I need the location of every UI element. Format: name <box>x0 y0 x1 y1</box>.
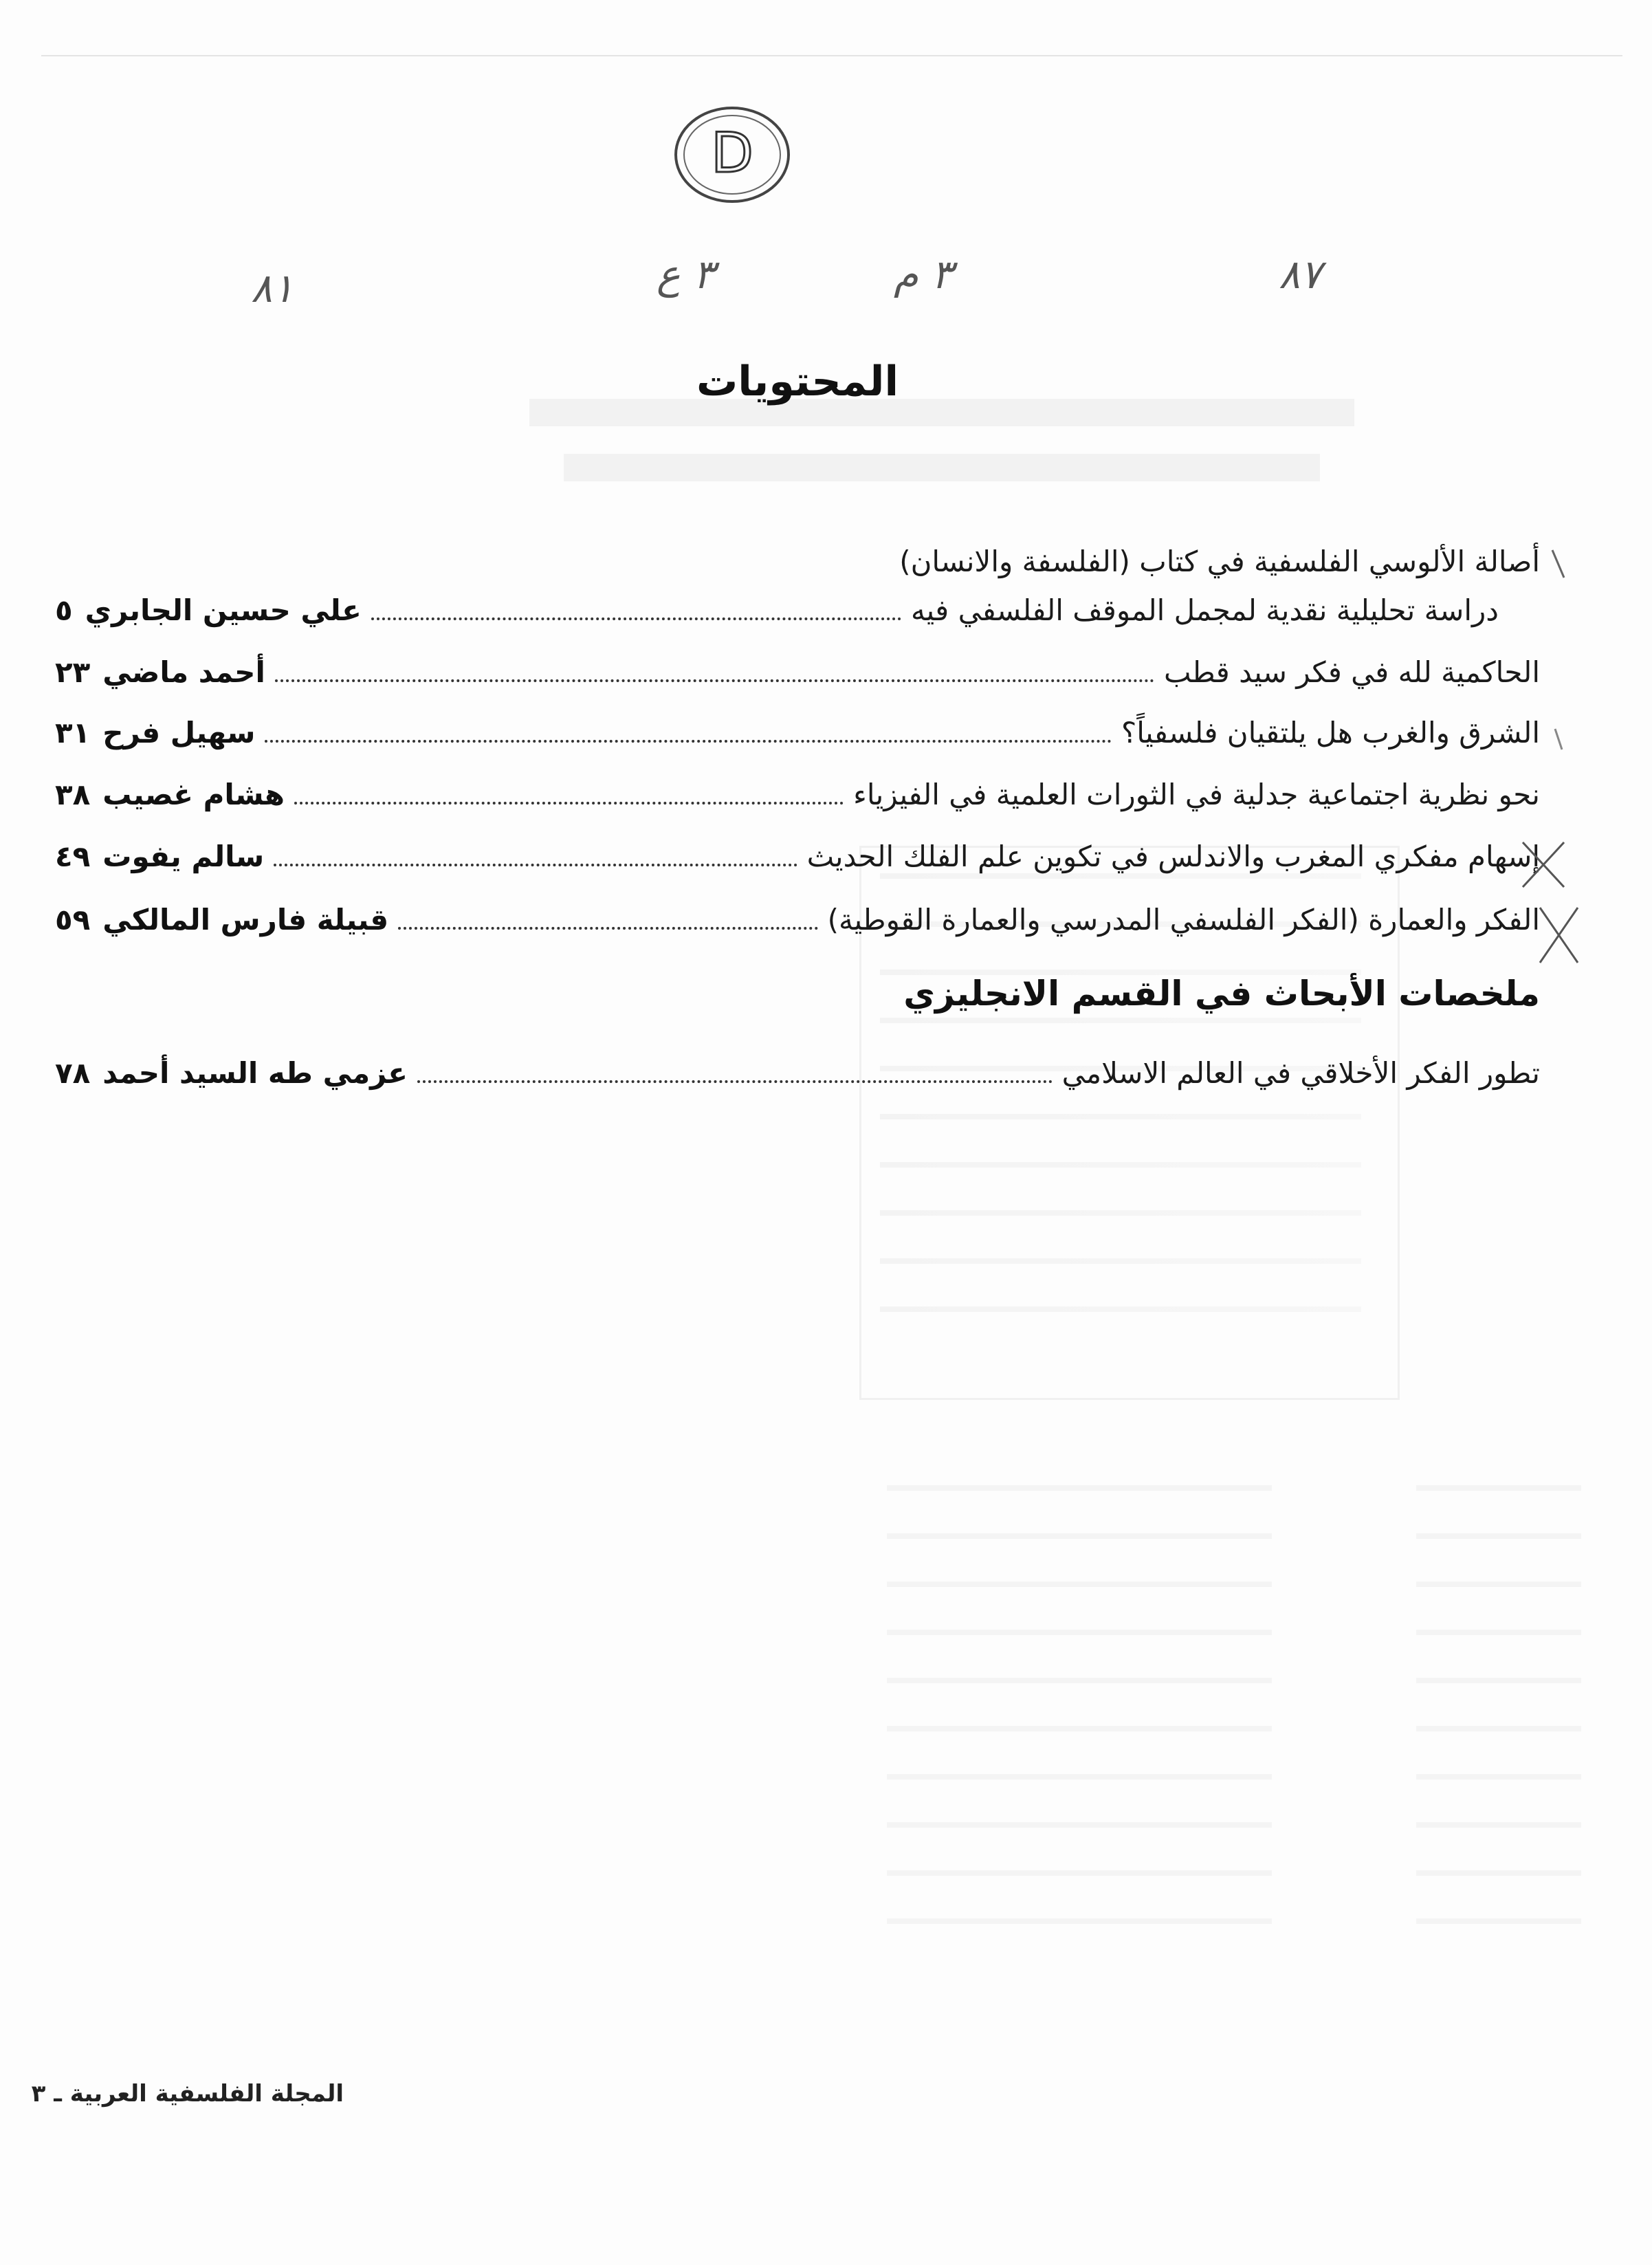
dot-leader <box>371 593 901 620</box>
page-title: المحتويات <box>696 358 899 406</box>
bleed-through-lines <box>880 873 1361 1355</box>
toc-entry-title: الفكر والعمارة (الفكر الفلسفي المدرسي والعمارة القوطية) <box>827 903 1540 937</box>
toc-entry[interactable] <box>55 715 1540 756</box>
pencil-tick-icon <box>1555 729 1562 749</box>
toc-entry-title: دراسة تحليلية نقدية لمجمل الموقف الفلسفي فيه <box>910 593 1499 627</box>
toc-entry-page: ٢٣ <box>55 655 91 689</box>
toc-entry-author: سهيل فرح <box>102 716 256 749</box>
toc-entry-page: ٣١ <box>55 716 91 749</box>
pencil-tick-icon <box>1552 550 1564 578</box>
toc-entry[interactable] <box>55 902 1540 943</box>
toc-entry-title: نحو نظرية اجتماعية جدلية في الثورات العلمية في الفيزياء <box>853 778 1540 811</box>
handwritten-note: ٨١ <box>251 265 294 311</box>
toc-entry[interactable] <box>55 655 1540 696</box>
dot-leader <box>398 902 817 930</box>
bleed-through-shadow <box>564 454 1320 481</box>
toc-entry[interactable] <box>55 777 1540 818</box>
dot-leader <box>274 839 797 866</box>
toc-entry-title: الشرق والغرب هل يلتقيان فلسفياً؟ <box>1121 716 1540 749</box>
toc-entry-title: إسهام مفكري المغرب والاندلس في تكوين علم الفلك الحديث <box>806 840 1540 873</box>
section-heading: ملخصات الأبحاث في القسم الانجليزي <box>903 974 1540 1014</box>
handwritten-note: ٣ ع <box>657 251 715 298</box>
toc-entry-author: قبيلة فارس المالكي <box>102 903 389 937</box>
toc-entry-author: سالم يفوت <box>102 840 265 873</box>
dot-leader <box>417 1055 1053 1083</box>
toc-entry-author: هشام غصيب <box>102 778 285 811</box>
dot-leader <box>294 777 844 805</box>
toc-entry[interactable] <box>55 839 1540 880</box>
toc-entry-author: أحمد ماضي <box>102 655 265 689</box>
toc-entry-page: ٥٩ <box>55 903 91 937</box>
toc-entry[interactable] <box>55 593 1540 634</box>
toc-entry-title: الحاكمية لله في فكر سيد قطب <box>1163 655 1540 689</box>
library-stamp-icon <box>670 103 794 206</box>
toc-entry-page: ٤٩ <box>55 840 91 873</box>
dot-leader <box>275 655 1154 682</box>
handwritten-note: ٣ م <box>894 251 953 298</box>
toc-entry[interactable] <box>55 1055 1540 1097</box>
toc-entry-author: عزمي طه السيد أحمد <box>102 1056 408 1090</box>
stamp-letter: D <box>711 121 753 185</box>
bleed-through-lines <box>1416 1485 1581 1967</box>
toc-entry-page: ٥ <box>55 593 73 627</box>
toc-entry-author: علي حسين الجابري <box>85 593 362 627</box>
page-footer: المجلة الفلسفية العربية ـ ٣ <box>31 2080 344 2108</box>
toc-entry-title: تطور الفكر الأخلاقي في العالم الاسلامي <box>1061 1056 1540 1090</box>
handwritten-note: ٨٧ <box>1279 251 1322 298</box>
toc-entry-page: ٧٨ <box>55 1056 91 1090</box>
toc-entry-page: ٣٨ <box>55 778 91 811</box>
scan-edge-line <box>41 55 1622 56</box>
toc-entry-title-line: أصالة الألوسي الفلسفية في كتاب (الفلسفة والانسان) <box>899 545 1540 578</box>
bleed-through-lines <box>887 1485 1272 1967</box>
pencil-cross-icon <box>1540 908 1578 963</box>
dot-leader <box>265 715 1111 743</box>
